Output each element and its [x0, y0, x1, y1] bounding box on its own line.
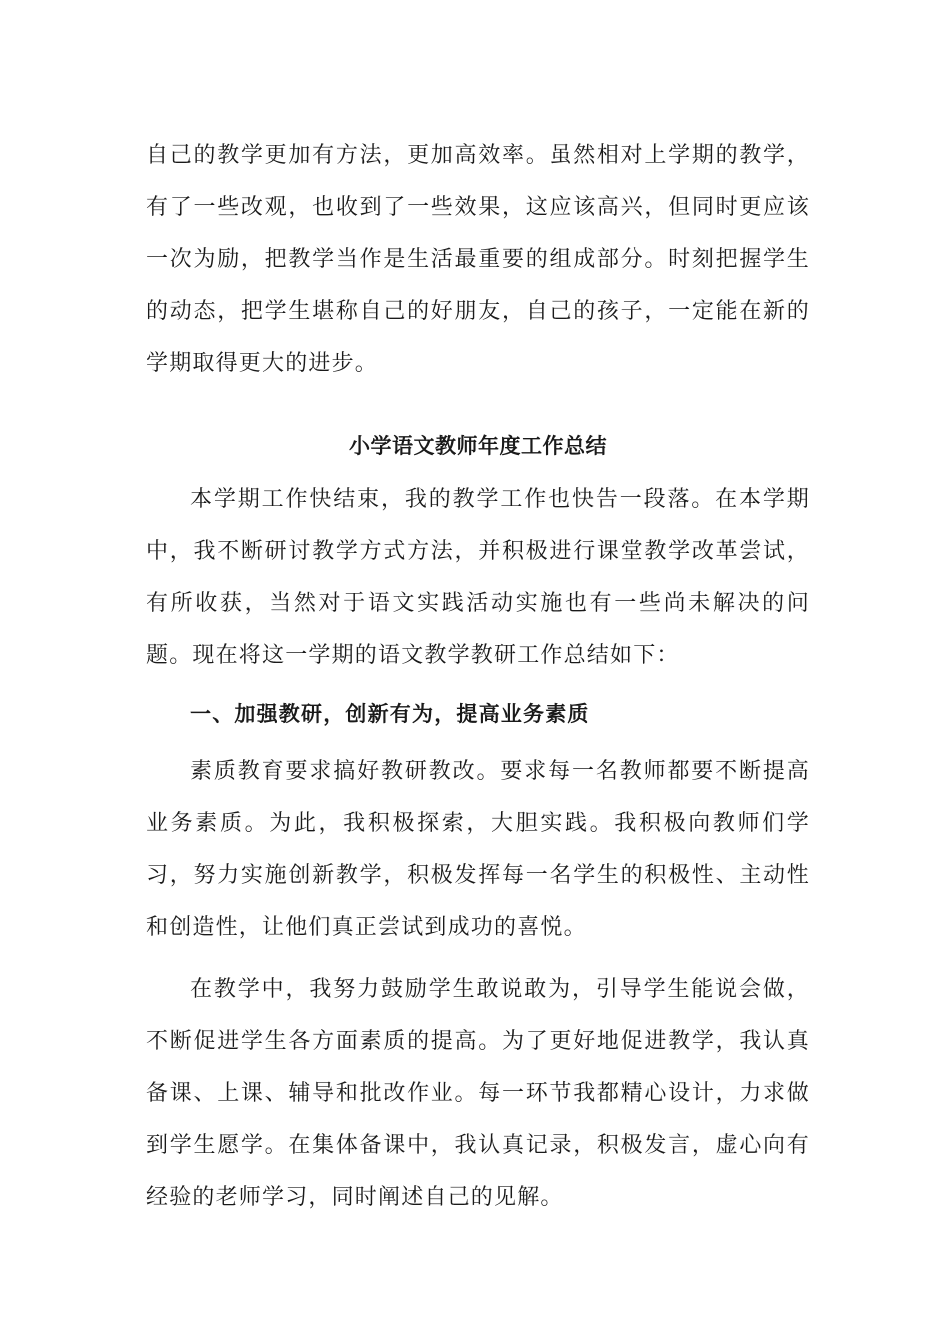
- section-paragraph-1: 素质教育要求搞好教研教改。要求每一名教师都要不断提高业务素质。为此，我积极探索，大胆实践。我积极向教师们学习，努力实施创新教学，积极发挥每一名学生的积极性、主动性和创造性，让他们真正尝试到成功的喜悦。: [146, 759, 810, 940]
- section-paragraph-2: 在教学中，我努力鼓励学生敢说敢为，引导学生能说会做，不断促进学生各方面素质的提高。为了更好地促进教学，我认真备课、上课、辅导和批改作业。每一环节我都精心设计，力求做到学生愿学。在集体备课中，我认真记录，积极发言，虚心向有经验的老师学习，同时阐述自己的见解。: [146, 977, 810, 1210]
- intro-paragraph: 本学期工作快结束，我的教学工作也快告一段落。在本学期中，我不断研讨教学方式方法，并积极进行课堂教学改革尝试，有所收获，当然对于语文实践活动实施也有一些尚未解决的问题。现在将这一学期的语文教学教研工作总结如下：: [146, 487, 810, 668]
- continuation-paragraph: 自己的教学更加有方法，更加高效率。虽然相对上学期的教学，有了一些改观，也收到了一些效果，这应该高兴，但同时更应该一次为励，把教学当作是生活最重要的组成部分。时刻把握学生的动态，把学生堪称自己的好朋友，自己的孩子，一定能在新的学期取得更大的进步。: [146, 143, 810, 376]
- document-body: [146, 130, 810, 1224]
- section-heading: 一、加强教研，创新有为，提高业务素质: [190, 702, 590, 726]
- document-title: 小学语文教师年度工作总结: [349, 434, 607, 458]
